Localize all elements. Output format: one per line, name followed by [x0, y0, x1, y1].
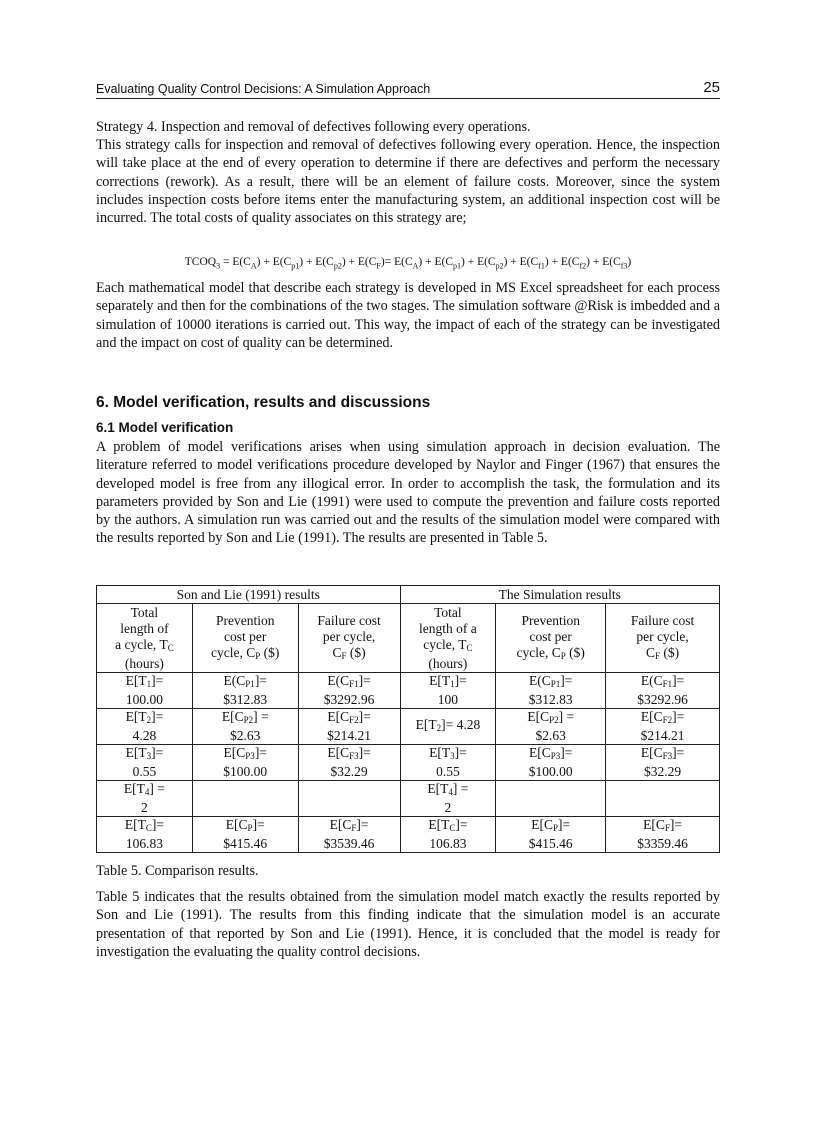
- cell-value: 100.00: [125, 692, 163, 707]
- cell-label: [403, 673, 494, 692]
- cell-text: E[T: [123, 781, 145, 796]
- table-cell: [606, 745, 720, 781]
- eq-term: ) + E(C: [586, 256, 621, 268]
- strategy4-body: This strategy calls for inspection and removal of defectives following every operation. Hence, the inspection will take place at the end of every operation to determine if there are defectives and perform the necessary corrections (rework). As a result, there will be an element of failure costs. Moreover, since the system includes inspection costs before items enter the manufacturing system, an additional inspection cost will be incurred. The total costs of quality associates on this strategy are;: [96, 137, 720, 227]
- table-row: [97, 817, 720, 853]
- header-line: [99, 637, 190, 656]
- equation-tcoq3: $TCOQ_3 = E(C_A) + E(C_{p1}) + E(C_{p2}) + E(C_F)= E(C_A) + E(C_{p1}) + E(C_{p2}) + E(C_{f1}) + E(C_{f2}) + E(C_{f3})$: [184, 256, 632, 271]
- table-cell: [192, 817, 298, 853]
- eq-term: ) + E(C: [256, 256, 292, 268]
- cell-sub: 2: [436, 723, 442, 733]
- table-cell: [97, 709, 193, 745]
- cell-label: [608, 745, 717, 764]
- cell-sub: F3: [662, 751, 673, 761]
- table-row: [97, 673, 720, 709]
- cell-text: ]=: [560, 745, 573, 760]
- header-sub: C: [466, 642, 473, 653]
- cell-value: $415.46: [528, 836, 573, 851]
- eq-term: ) + E(C: [341, 256, 377, 268]
- header-text: C: [332, 644, 342, 660]
- table-cell: [298, 781, 400, 817]
- table-cell: [298, 817, 400, 853]
- cell-text: ] =: [253, 709, 269, 724]
- cell-sub: 1: [146, 679, 152, 689]
- comparison-table: [96, 585, 720, 853]
- header-text: a cycle, T: [115, 636, 168, 652]
- cell-text: E(C: [223, 673, 246, 688]
- table-cell: [400, 745, 496, 781]
- cell-value: 2: [444, 800, 452, 815]
- cell-sub: P3: [245, 751, 255, 761]
- table-cell: [192, 745, 298, 781]
- header-line: (hours): [428, 655, 468, 671]
- table-cell: [298, 673, 400, 709]
- eq-sub: f2: [579, 261, 587, 271]
- cell-text: ]=: [151, 817, 164, 832]
- cell-text: ]=: [358, 673, 371, 688]
- cell-value: 4.28: [132, 728, 157, 743]
- table-cell: [496, 709, 606, 745]
- column-header: [606, 604, 720, 673]
- cell-sub: F1: [349, 679, 359, 689]
- cell-label: [195, 709, 296, 728]
- cell-sub: F3: [349, 751, 359, 761]
- cell-sub: P2: [243, 715, 254, 725]
- cell-value: $312.83: [223, 692, 268, 707]
- table-cell: [97, 745, 193, 781]
- header-line: per cycle,: [322, 628, 376, 644]
- eq-term: E(C: [394, 256, 413, 268]
- cell-value: $2.63: [535, 728, 566, 743]
- cell-sub: P3: [550, 751, 561, 761]
- table-cell: [496, 673, 606, 709]
- header-sub: F: [655, 650, 661, 661]
- cell-label: [498, 673, 603, 692]
- eq-term: E(C: [232, 256, 251, 268]
- cell-label: [301, 817, 398, 836]
- cell-sub: P: [553, 823, 559, 833]
- cell-label: [301, 673, 398, 692]
- cell-label: [195, 817, 296, 836]
- cell-text: ]=: [151, 709, 164, 724]
- cell-value: $100.00: [528, 764, 573, 779]
- cell-text: ]=: [254, 673, 267, 688]
- cell-text: E[T: [124, 817, 146, 832]
- cell-text: ]=: [356, 817, 369, 832]
- header-text: cycle, T: [423, 636, 467, 652]
- cell-label: [99, 817, 190, 836]
- header-line: cost per: [529, 628, 572, 644]
- cell-sub: C: [145, 823, 152, 833]
- cell-sub: P2: [549, 715, 559, 725]
- cell-text: E[T: [429, 745, 451, 760]
- header-line: Total: [130, 604, 159, 620]
- cell-value: $3292.96: [323, 692, 375, 707]
- table-cell: [97, 673, 193, 709]
- table-caption: Table 5. Comparison results.: [96, 863, 259, 879]
- eq-lhs: TCOQ: [184, 256, 217, 268]
- eq-sub: F: [376, 261, 381, 271]
- cell-label: [195, 673, 296, 692]
- table-cell: [97, 817, 193, 853]
- cell-sub: 3: [450, 751, 455, 761]
- table-cell: [606, 709, 720, 745]
- cell-label: [498, 709, 603, 728]
- cell-text: E[T: [415, 717, 437, 732]
- cell-text: ]= 4.28: [441, 717, 481, 732]
- cell-sub: F: [664, 823, 670, 833]
- cell-text: E[C: [327, 709, 350, 724]
- table-cell: [298, 709, 400, 745]
- cell-text: E[T: [427, 781, 449, 796]
- cell-text: ]=: [252, 817, 265, 832]
- header-text: ($): [565, 644, 585, 660]
- cell-value: 100: [437, 692, 459, 707]
- cell-text: E[T: [125, 745, 147, 760]
- cell-text: E[C: [329, 817, 352, 832]
- table-cell: [400, 673, 496, 709]
- cell-text: E(C: [327, 673, 350, 688]
- table-cell: [606, 817, 720, 853]
- cell-text: E[C: [225, 817, 248, 832]
- header-text: cycle, C: [516, 644, 561, 660]
- cell-text: ]=: [455, 817, 468, 832]
- cell-label: [195, 745, 296, 764]
- cell-text: ]=: [672, 745, 685, 760]
- header-text: ($): [260, 644, 280, 660]
- eq-sub: A: [250, 261, 257, 271]
- cell-sub: F: [351, 823, 357, 833]
- cell-label: [608, 817, 717, 836]
- eq-sub: f3: [620, 261, 628, 271]
- cell-label: [403, 745, 494, 764]
- cell-sub: F1: [662, 679, 673, 689]
- table-cell: [496, 745, 606, 781]
- cell-text: ]=: [254, 745, 267, 760]
- header-line: [608, 645, 717, 664]
- header-line: length of: [120, 620, 169, 636]
- cell-value: 0.55: [132, 764, 157, 779]
- cell-value: $214.21: [640, 728, 685, 743]
- cell-label: [608, 673, 717, 692]
- header-line: (hours): [124, 655, 164, 671]
- cell-value: 2: [141, 800, 148, 815]
- header-line: length of a: [419, 620, 477, 636]
- cell-value: 106.83: [125, 836, 163, 851]
- eq-sub: A: [412, 261, 419, 271]
- cell-value: $100.00: [223, 764, 268, 779]
- header-line: [498, 645, 603, 664]
- verification-paragraph: A problem of model verifications arises when using simulation approach in decision evaluation. The literature referred to model verifications procedure developed by Naylor and Finger (1967) that ensures the developed model is free from any illogical error. In order to accomplish the task, the formulation and its parameters provided by Son and Lie (1991) were used to compute the prevention and failure costs reported by the authors. A simulation run was carried out and the results of the simulation model were compared with the results reported by Son and Lie (1991). The results are presented in Table 5.: [96, 439, 720, 547]
- eq-term: ): [627, 256, 632, 268]
- cell-sub: P1: [245, 679, 255, 689]
- cell-label: [608, 709, 717, 728]
- header-line: cost per: [224, 628, 267, 644]
- subsection-heading: 6.1 Model verification: [96, 420, 234, 435]
- cell-text: ] =: [149, 781, 165, 796]
- page-number: 25: [703, 79, 720, 96]
- header-sub: C: [167, 642, 174, 653]
- table-cell: [97, 781, 193, 817]
- table-cell: [606, 673, 720, 709]
- cell-text: E(C: [529, 673, 551, 688]
- cell-text: E(C: [640, 673, 663, 688]
- cell-value: $214.21: [327, 728, 372, 743]
- cell-text: ]=: [560, 673, 573, 688]
- cell-text: E[C: [643, 817, 665, 832]
- cell-text: E[C: [529, 745, 551, 760]
- cell-label: [301, 709, 398, 728]
- table-cell: [298, 745, 400, 781]
- column-header: [400, 604, 496, 673]
- cell-label: [99, 745, 190, 764]
- cell-sub: 4: [144, 787, 150, 797]
- cell-text: ]=: [454, 745, 467, 760]
- cell-text: ]=: [672, 673, 685, 688]
- table-cell: [192, 673, 298, 709]
- eq-sub: p2: [495, 261, 504, 271]
- header-line: [301, 645, 398, 664]
- cell-sub: P: [247, 823, 253, 833]
- cell-text: ] =: [452, 781, 469, 796]
- cell-label: [403, 717, 494, 736]
- column-header: [192, 604, 298, 673]
- cell-sub: F2: [349, 715, 359, 725]
- table-cell: [606, 781, 720, 817]
- cell-label: [403, 781, 494, 800]
- header-line: Failure cost: [630, 612, 695, 628]
- group-header-son-lie: Son and Lie (1991) results: [97, 586, 401, 604]
- cell-label: [498, 817, 603, 836]
- conclusion-paragraph: Table 5 indicates that the results obtained from the simulation model match exactly the results reported by Son and Lie (1991). The results from this finding indicate that the simulation model is an accurate presentation of that reported by Son and Lie (1991). Hence, it is concluded that the model is ready for investigation the evaluating the quality control decisions.: [96, 889, 720, 960]
- cell-value: $3359.46: [637, 836, 688, 851]
- cell-text: ]=: [358, 709, 371, 724]
- cell-label: [301, 745, 398, 764]
- header-line: per cycle,: [636, 628, 689, 644]
- header-line: [195, 645, 296, 664]
- cell-text: E[C: [640, 709, 663, 724]
- strategy4-title: Strategy 4. Inspection and removal of defectives following every operations.: [96, 119, 531, 135]
- section-heading: 6. Model verification, results and discussions: [96, 394, 431, 411]
- cell-value: $3292.96: [637, 692, 688, 707]
- table-cell: [192, 709, 298, 745]
- eq-term: ) + E(C: [418, 256, 453, 268]
- eq-term: ) + E(C: [503, 256, 539, 268]
- eq-term: ): [380, 256, 385, 268]
- eq-sub: p1: [453, 261, 461, 271]
- cell-text: E[T: [125, 709, 147, 724]
- column-header: [97, 604, 193, 673]
- cell-text: E[T: [125, 673, 147, 688]
- eq-term: ) + E(C: [461, 256, 496, 268]
- table-cell: [192, 781, 298, 817]
- header-text: C: [645, 644, 655, 660]
- cell-text: ]=: [672, 709, 685, 724]
- cell-value: $2.63: [230, 728, 261, 743]
- cell-value: $32.29: [644, 764, 682, 779]
- model-paragraph: Each mathematical model that describe each strategy is developed in MS Excel spreadsheet for each process separately and then for the combinations of the two stages. The simulation software @Risk is imbedded and a simulation of 10000 iterations is carried out. This way, the impact of each of the strategy can be investigated and the impact on cost of quality can be determined.: [96, 280, 720, 351]
- cell-label: [403, 817, 494, 836]
- cell-sub: F2: [662, 715, 673, 725]
- column-header: [298, 604, 400, 673]
- cell-sub: 2: [146, 715, 152, 725]
- header-sub: P: [560, 650, 566, 661]
- cell-value: $3539.46: [323, 836, 375, 851]
- cell-label: [99, 709, 190, 728]
- header-text: ($): [660, 644, 680, 660]
- column-header: [496, 604, 606, 673]
- header-line: Total: [434, 604, 462, 620]
- group-header-simulation: The Simulation results: [400, 586, 720, 604]
- table-cell: [400, 781, 496, 817]
- cell-text: ] =: [558, 709, 575, 724]
- cell-value: $415.46: [223, 836, 268, 851]
- cell-text: E[C: [223, 745, 246, 760]
- cell-text: ]=: [151, 673, 164, 688]
- cell-text: ]=: [358, 745, 371, 760]
- table-row: [97, 745, 720, 781]
- header-sub: F: [341, 650, 347, 661]
- table-cell: [400, 709, 496, 745]
- cell-text: E[T: [428, 817, 450, 832]
- cell-value: 0.55: [436, 764, 460, 779]
- header-text: ($): [346, 644, 366, 660]
- header-sub: P: [255, 650, 261, 661]
- eq-sub: f1: [538, 261, 545, 271]
- eq-lhs-sub: 3: [216, 261, 221, 271]
- table-cell: [496, 781, 606, 817]
- cell-text: ]=: [151, 745, 164, 760]
- cell-value: $312.83: [528, 692, 573, 707]
- cell-text: ]=: [558, 817, 571, 832]
- cell-sub: 1: [450, 679, 455, 689]
- cell-text: E[C: [531, 817, 554, 832]
- cell-sub: 3: [146, 751, 152, 761]
- cell-label: [99, 673, 190, 692]
- table-cell: [496, 817, 606, 853]
- eq-term: ) + E(C: [299, 256, 334, 268]
- cell-text: E[C: [527, 709, 550, 724]
- cell-text: E[C: [221, 709, 244, 724]
- header-line: Prevention: [521, 612, 580, 628]
- cell-sub: C: [449, 823, 456, 833]
- cell-value: 106.83: [429, 836, 467, 851]
- header-text: cycle, C: [211, 644, 256, 660]
- cell-text: E[C: [640, 745, 663, 760]
- eq-sub: p1: [291, 261, 300, 271]
- table-row: [97, 709, 720, 745]
- cell-value: $32.29: [330, 764, 368, 779]
- running-header: [96, 80, 720, 99]
- cell-sub: P1: [550, 679, 561, 689]
- cell-sub: 4: [448, 787, 453, 797]
- header-line: Failure cost: [317, 612, 381, 628]
- cell-text: E[T: [429, 673, 451, 688]
- cell-text: ]=: [454, 673, 467, 688]
- cell-text: E[C: [327, 745, 350, 760]
- cell-label: [99, 781, 190, 800]
- header-line: [403, 637, 494, 656]
- table-row: [97, 781, 720, 817]
- eq-term: ) + E(C: [544, 256, 580, 268]
- header-line: Prevention: [215, 612, 275, 628]
- cell-text: ]=: [669, 817, 682, 832]
- running-title: Evaluating Quality Control Decisions: A Simulation Approach: [96, 82, 431, 96]
- table-cell: [400, 817, 496, 853]
- cell-label: [498, 745, 603, 764]
- eq-sub: p2: [333, 261, 342, 271]
